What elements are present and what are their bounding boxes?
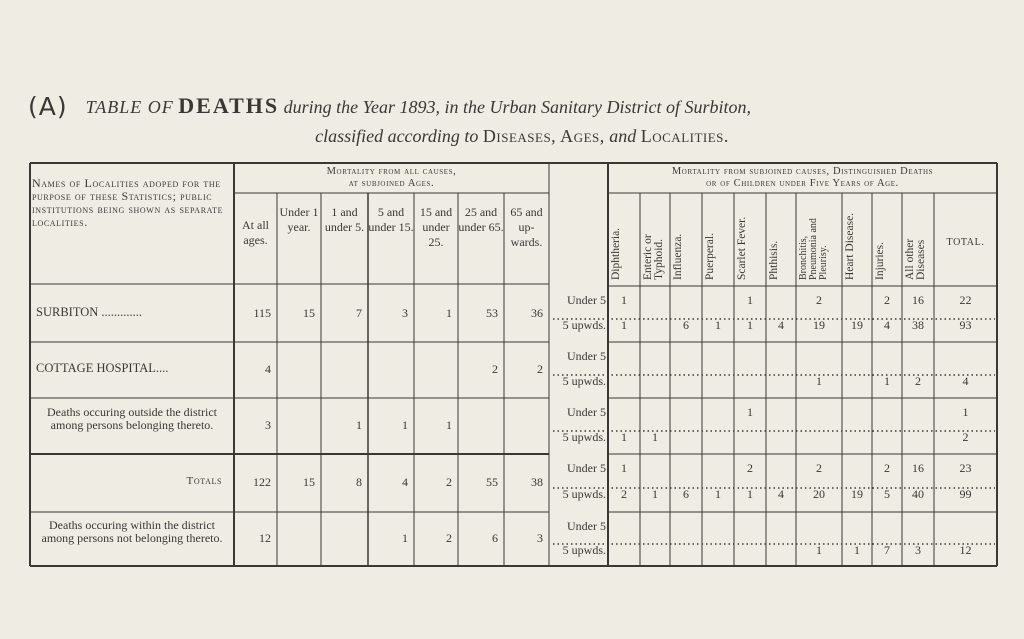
age-cell: 2 — [446, 531, 452, 545]
age-cell: 7 — [356, 306, 362, 320]
age-cell: 122 — [253, 475, 271, 489]
title-prefix: TABLE OF — [85, 97, 174, 117]
upwds-cell: 19 — [851, 318, 863, 332]
age-cell: 38 — [531, 475, 543, 489]
age-cell: 55 — [486, 475, 498, 489]
locality-name: Deaths occuring within the district among persons not belonging thereto. — [41, 518, 223, 545]
under5-cell: 1 — [621, 293, 627, 307]
header-localities: Names of Localities adoped for the purpose of these Statistics; public institutions being shown as separate localities. — [32, 176, 224, 229]
table-label: (A) — [28, 92, 68, 121]
title-suffix: during the Year 1893, in the Urban Sanitary District of Surbiton, — [283, 97, 751, 117]
age-cell: 4 — [402, 475, 408, 489]
age-header-3: 5 and under 15. — [368, 205, 414, 234]
disease-header-6: Bronchitis, Pneumonia and Pleurisy. — [798, 218, 829, 280]
upwds-cell: 1 — [621, 318, 627, 332]
under5-cell: 16 — [912, 461, 924, 475]
age-cell: 115 — [253, 306, 271, 320]
age-cell: 2 — [446, 475, 452, 489]
upwds-cell: 12 — [959, 543, 972, 557]
age-cell: 1 — [446, 306, 452, 320]
under5-label: Under 5 — [567, 349, 606, 363]
age-cell: 12 — [259, 531, 271, 545]
title2-localities: Localities. — [640, 126, 729, 146]
upwds-cell: 1 — [652, 487, 658, 501]
title-deaths: DEATHS — [178, 93, 280, 118]
upwds-cell: 4 — [962, 374, 969, 388]
under5-label: Under 5 — [567, 461, 606, 475]
upwds-cell: 1 — [715, 318, 721, 332]
title2-diseases-ages: Diseases, Ages, — [482, 126, 605, 146]
age-cell: 1 — [356, 418, 362, 432]
disease-header-1: Enteric or Typhoid. — [642, 234, 665, 280]
disease-header-0: Diphtheria. — [610, 227, 622, 280]
age-header-6: 65 and up-wards. — [510, 205, 543, 249]
under5-cell: 2 — [747, 461, 753, 475]
disease-header-9: All other Diseases — [904, 238, 927, 280]
disease-header-10: TOTAL. — [946, 237, 985, 248]
age-cell: 1 — [446, 418, 452, 432]
upwds-cell: 1 — [747, 318, 753, 332]
locality-name: COTTAGE HOSPITAL.... — [36, 361, 169, 375]
age-cell: 15 — [303, 475, 315, 489]
upwds-label: 5 upwds. — [562, 543, 606, 557]
upwds-label: 5 upwds. — [562, 430, 606, 444]
locality-name: SURBITON ............. — [36, 305, 143, 319]
upwds-cell: 2 — [915, 374, 921, 388]
upwds-cell: 20 — [813, 487, 825, 501]
under5-cell: 2 — [816, 293, 822, 307]
header-all-causes: Mortality from all causes, at subjoined Ages. — [326, 166, 457, 189]
upwds-cell: 3 — [915, 543, 921, 557]
upwds-cell: 19 — [851, 487, 863, 501]
age-cell: 53 — [486, 306, 498, 320]
upwds-cell: 1 — [816, 374, 822, 388]
under5-cell: 1 — [621, 461, 627, 475]
upwds-cell: 4 — [778, 318, 784, 332]
under5-cell: 1 — [747, 293, 753, 307]
under5-cell: 2 — [884, 461, 890, 475]
age-header-5: 25 and under 65. — [458, 205, 504, 234]
age-cell: 15 — [303, 306, 315, 320]
age-cell: 2 — [537, 362, 543, 376]
under5-cell: 1 — [962, 405, 969, 419]
under5-label: Under 5 — [567, 519, 606, 533]
under5-label: Under 5 — [567, 405, 606, 419]
upwds-cell: 99 — [959, 487, 972, 501]
upwds-label: 5 upwds. — [562, 318, 606, 332]
age-header-0: At all ages. — [242, 218, 269, 247]
disease-header-2: Influenza. — [672, 233, 684, 280]
age-cell: 2 — [492, 362, 498, 376]
locality-name: Deaths occuring outside the district among persons belonging thereto. — [47, 405, 217, 432]
upwds-cell: 1 — [747, 487, 753, 501]
age-header-4: 15 and under 25. — [419, 205, 453, 249]
under5-cell: 2 — [884, 293, 890, 307]
upwds-cell: 1 — [621, 430, 627, 444]
upwds-cell: 7 — [884, 543, 890, 557]
upwds-cell: 1 — [884, 374, 890, 388]
upwds-cell: 19 — [813, 318, 825, 332]
under5-cell: 16 — [912, 293, 924, 307]
under5-cell: 22 — [959, 293, 972, 307]
upwds-cell: 40 — [912, 487, 924, 501]
age-cell: 4 — [265, 362, 271, 376]
upwds-cell: 4 — [778, 487, 784, 501]
age-cell: 6 — [492, 531, 498, 545]
age-cell: 1 — [402, 418, 408, 432]
under5-label: Under 5 — [567, 293, 606, 307]
upwds-label: 5 upwds. — [562, 487, 606, 501]
upwds-cell: 1 — [854, 543, 860, 557]
upwds-cell: 4 — [884, 318, 890, 332]
disease-header-5: Phthisis. — [768, 240, 780, 280]
title2-pre: classified according to — [315, 126, 479, 146]
age-cell: 3 — [265, 418, 271, 432]
under5-cell: 2 — [816, 461, 822, 475]
locality-name: Totals — [186, 475, 222, 487]
upwds-cell: 6 — [683, 318, 689, 332]
title2-and: and — [609, 126, 637, 146]
age-cell: 3 — [402, 306, 408, 320]
age-cell: 1 — [402, 531, 408, 545]
upwds-cell: 1 — [652, 430, 658, 444]
age-cell: 3 — [537, 531, 543, 545]
under5-cell: 23 — [959, 461, 972, 475]
upwds-cell: 1 — [715, 487, 721, 501]
disease-header-3: Puerperal. — [704, 233, 716, 280]
upwds-label: 5 upwds. — [562, 374, 606, 388]
age-header-2: 1 and under 5. — [324, 205, 365, 234]
upwds-cell: 5 — [884, 487, 890, 501]
upwds-cell: 1 — [816, 543, 822, 557]
upwds-cell: 2 — [621, 487, 627, 501]
header-subjoined-causes: Mortality from subjoined causes, Distinguished Deaths or of Children under Five Years of Age. — [671, 166, 934, 189]
disease-header-4: Scarlet Fever. — [736, 216, 748, 280]
upwds-cell: 6 — [683, 487, 689, 501]
age-cell: 36 — [531, 306, 543, 320]
age-cell: 8 — [356, 475, 362, 489]
under5-cell: 1 — [747, 405, 753, 419]
upwds-cell: 38 — [912, 318, 924, 332]
disease-header-8: Injuries. — [874, 241, 886, 280]
disease-header-7: Heart Disease. — [844, 212, 856, 280]
upwds-cell: 93 — [959, 318, 972, 332]
upwds-cell: 2 — [962, 430, 969, 444]
age-header-1: Under 1 year. — [279, 205, 319, 234]
